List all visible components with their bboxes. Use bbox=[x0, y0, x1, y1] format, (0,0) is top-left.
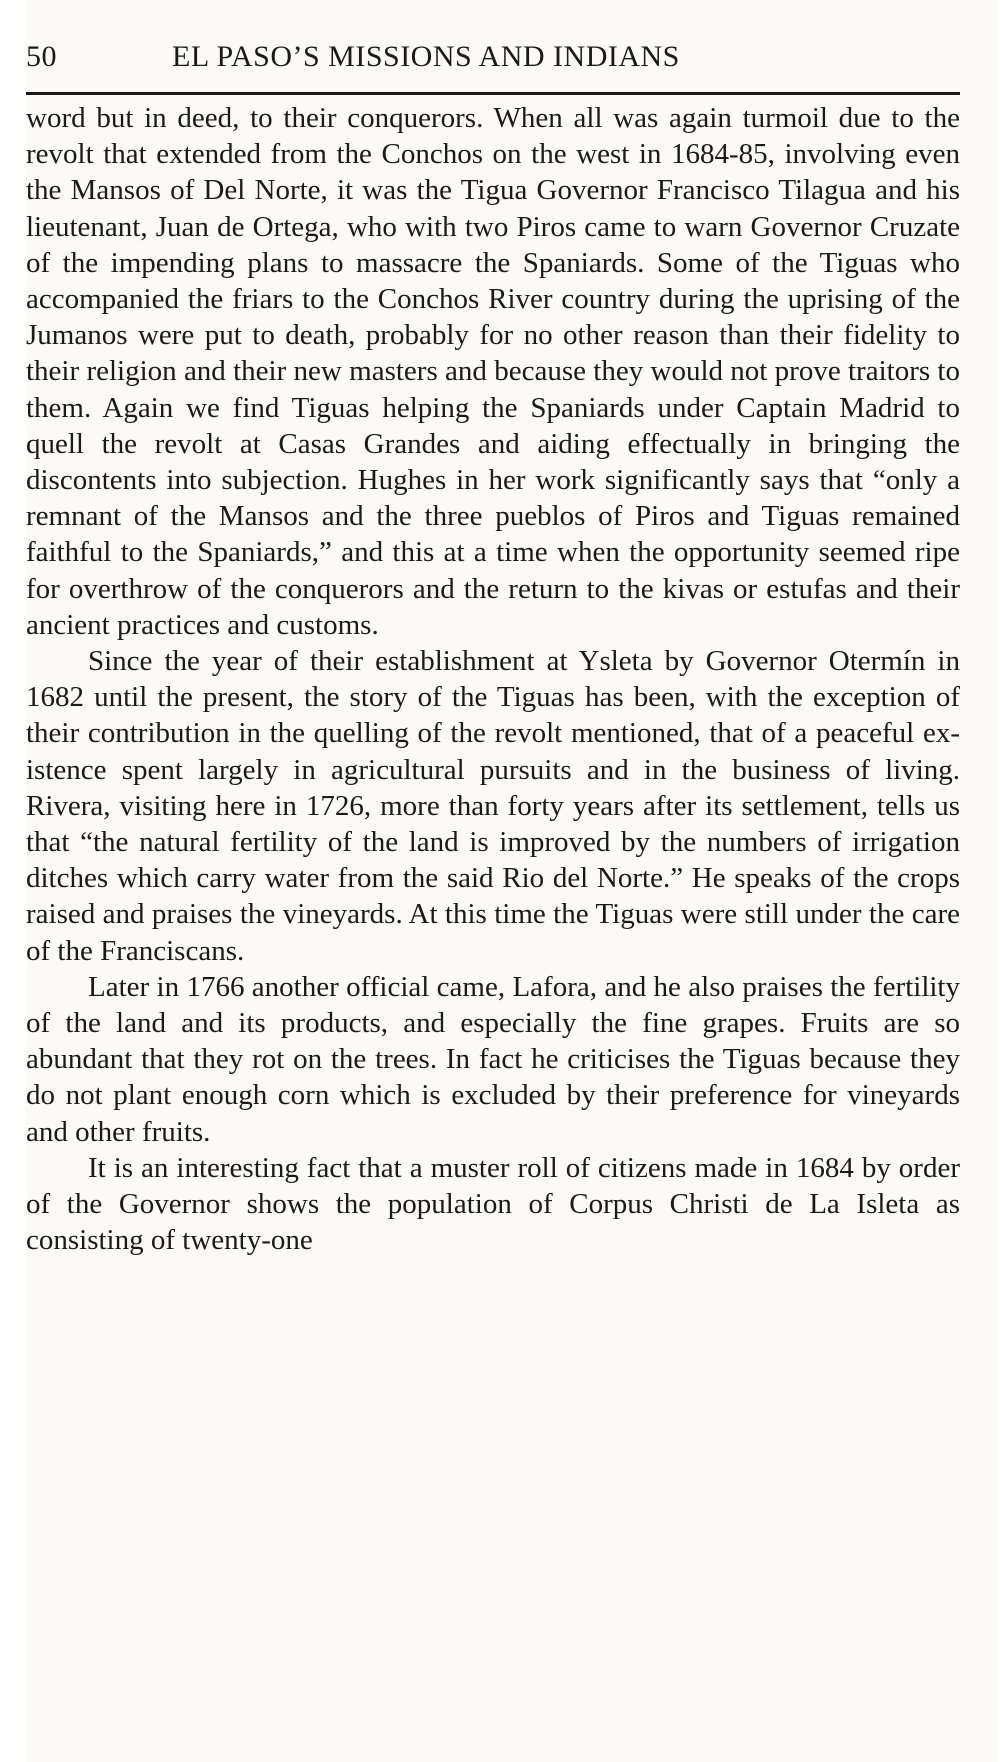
book-page bbox=[26, 0, 998, 1762]
paragraph-lafora-visit: Later in 1766 another official came, Lafora, and he also praises the fertility of the land and its products, and especially the fine grapes. Fruits are so abundant that they rot on the trees. In fact he criticises the Tiguas because they do not plant enough corn which is excluded by their preference for vineyards and other fruits. bbox=[26, 970, 960, 1148]
paragraph-continued: word but in deed, to their conquerors. When all was again turmoil due to the revolt that extended from the Conchos on the west in 1684-85, involving even the Mansos of Del Norte, it was the Tigua Governor Francisco Tilagua and his lieutenant, Juan de Ortega, who with two Piros came to warn Governor Cruzate of the impending plans to massacre the Spaniards. Some of the Tiguas who accompanied the friars to the Conchos River country during the uprising of the Jumanos were put to death, probably for no other reason than their fidelity to their religion and their new masters and because they would not prove traitors to them. Again we find Tiguas helping the Spaniards under Captain Madrid to quell the revolt at Casas Grandes and aiding effectually in bringing the discontents into subjection. Hughes in her work significantly says that “only a remnant of the Mansos and the three pueblos of Piros and Tiguas remained faithful to the Spaniards,” and this at a time when the opportunity seemed ripe for overthrow of the conquerors and the return to the kivas or estufas and their ancient practices and customs. bbox=[26, 102, 960, 641]
header-rule bbox=[26, 92, 960, 95]
running-title: EL PASO’S MISSIONS AND INDIANS bbox=[172, 40, 680, 73]
running-head bbox=[26, 36, 958, 78]
body-text bbox=[26, 100, 960, 1259]
page-number: 50 bbox=[26, 40, 57, 73]
paragraph-muster-roll: It is an interesting fact that a muster roll of citizens made in 1684 by order of the Governor shows the population of Corpus Christi de La Isleta as consisting of twenty-one bbox=[26, 1151, 960, 1257]
paragraph-ysleta-history: Since the year of their establishment at Ysleta by Governor Otermín in 1682 until the present, the story of the Tiguas has been, with the exception of their contribution in the quelling of the revolt mentioned, that of a peaceful existence spent largely in agricultural pursuits and in the business of living. Rivera, visiting here in 1726, more than forty years after its settlement, tells us that “the natural fertility of the land is improved by the numbers of irrigation ditches which carry water from the said Rio del Norte.” He speaks of the crops raised and praises the vineyards. At this time the Tiguas were still under the care of the Franciscans. bbox=[26, 645, 960, 967]
